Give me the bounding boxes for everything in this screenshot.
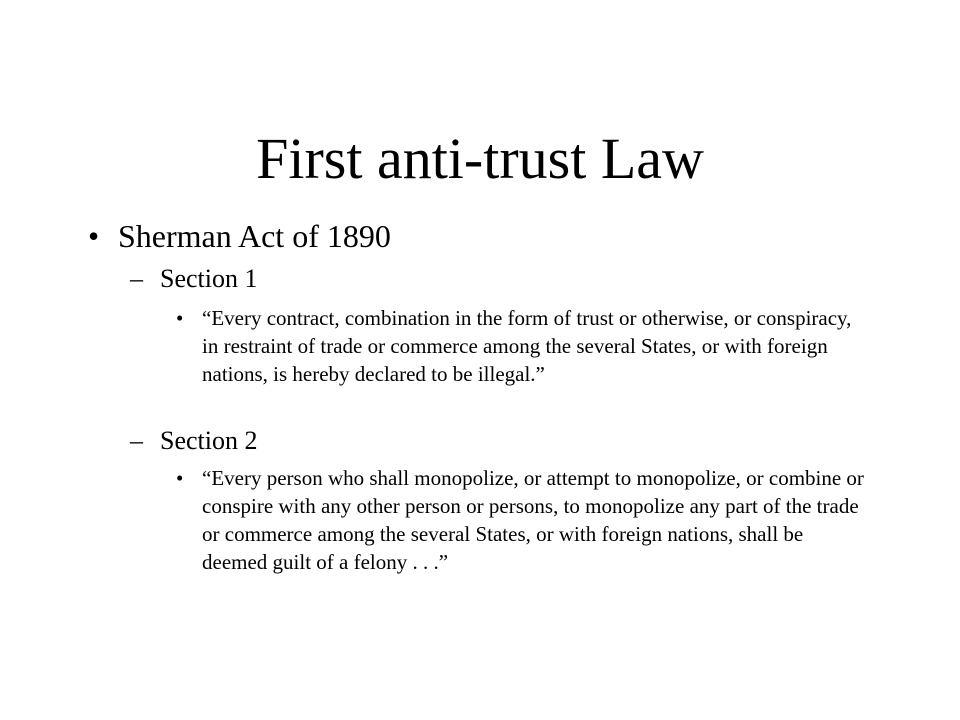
- dash-icon: –: [130, 426, 143, 455]
- dash-icon: –: [130, 264, 143, 293]
- section-2-quote-text: “Every person who shall monopolize, or attempt to monopolize, or combine or conspire with any other person or persons, to monopolize any part of the trade or commerce among the several States, or with foreign nations, shall be deemed guilt of a felony . . .”: [202, 466, 864, 574]
- slide-title: First anti-trust Law: [256, 126, 704, 191]
- slide-content: [0, 214, 960, 694]
- bullet-icon: •: [176, 466, 184, 490]
- section-1-label: Section 1: [160, 264, 258, 293]
- bullet-icon: •: [88, 218, 100, 254]
- section-1-quote-text: “Every contract, combination in the form of trust or otherwise, or conspiracy, in restraint of trade or commerce among the several States, or with foreign nations, is hereby declared to be illegal.”: [202, 306, 852, 386]
- main-bullet-text: Sherman Act of 1890: [118, 218, 391, 254]
- section-2-label: Section 2: [160, 426, 258, 455]
- section-1-quote: [176, 304, 866, 388]
- bullet-icon: •: [176, 306, 184, 330]
- section-2-quote: [176, 464, 866, 576]
